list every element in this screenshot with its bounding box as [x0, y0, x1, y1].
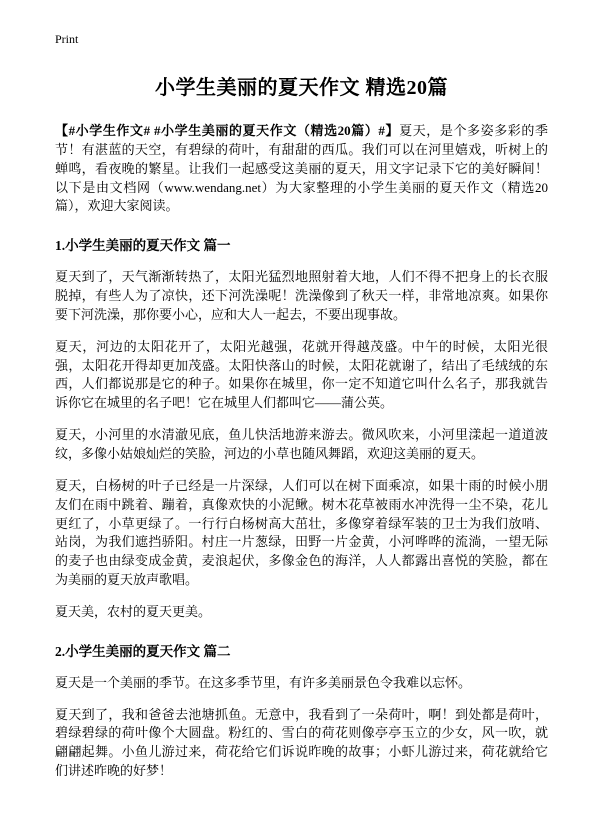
intro-paragraph	[55, 122, 548, 216]
section-heading: 1.小学生美丽的夏天作文 篇一	[55, 238, 231, 254]
page-title: 小学生美丽的夏天作文 精选20篇	[155, 77, 448, 99]
section-2	[55, 640, 548, 781]
paragraph: 夏天，河边的太阳花开了，太阳光越强，花就开得越茂盛。中午的时候，太阳光很强，太阳花开得却更加茂盛。太阳快落山的时候，太阳花就谢了，结出了毛绒绒的东西，人们都说那是它的种子。如果你在城里，你一定不知道它叫什么名子，那我就告诉你它在城里的名子吧！它在城里人们都叫它——蒲公英。	[55, 338, 548, 411]
section-heading: 2.小学生美丽的夏天作文 篇二	[55, 643, 231, 659]
paragraph: 夏天，白杨树的叶子已经是一片深绿，人们可以在树下面乘凉，如果十雨的时候小朋友们在雨中跳着、蹦着，真像欢快的小泥鳅。树木花草被雨水冲洗得一尘不染，花儿更红了，小草更绿了。一行行白杨树高大茁壮，多像穿着绿军装的卫士为我们放哨、站岗，为我们遮挡骄阳。村庄一片葱绿，田野一片金黄，小河哗哗的流淌，一望无际的麦子也由绿变成金黄，麦浪起伏，多像金色的海洋，人人都露出喜悦的笑脸，都在为美丽的夏天放声歌唱。	[55, 477, 548, 588]
paragraph: 夏天到了，天气渐渐转热了，太阳光猛烈地照射着大地，人们不得不把身上的长衣服脱掉，有些人为了凉快，还下河洗澡呢！洗澡像到了秋天一样，非常地凉爽。如果你要下河洗澡，那你要小心，应和大人一起去，不要出现事故。	[55, 269, 548, 322]
intro-tag-prefix: 【#小学生作文# #小学生美丽的夏天作文（精选20篇）#】	[55, 123, 400, 138]
paragraph: 夏天，小河里的水清澈见底，鱼儿快活地游来游去。微风吹来，小河里漾起一道道波纹，多像小姑娘灿烂的笑脸，河边的小草也随风舞蹈，欢迎这美丽的夏天。	[55, 427, 548, 461]
paragraph: 夏天美，农村的夏天更美。	[55, 603, 212, 619]
intro-text: 夏天，是个多姿多彩的季节！有湛蓝的天空，有碧绿的荷叶，有甜甜的西瓜。我们可以在河里嬉戏，听树上的蝉鸣，看夜晚的繁星。让我们一起感受这美丽的夏天，用文字记录下它的美好瞬间！以下是由文档网（www.wendang.net）为大家整理的小学生美丽的夏天作文（精选20篇），欢迎大家阅读。	[55, 123, 548, 214]
paragraph: 夏天到了，我和爸爸去池塘抓鱼。无意中，我看到了一朵荷叶，啊！到处都是荷叶，碧绿碧绿的荷叶像个大圆盘。粉红的、雪白的荷花则像亭亭玉立的少女，风一吹，就翩翩起舞。小鱼儿游过来，荷花给它们诉说昨晚的故事；小虾儿游过来，荷花就给它们讲述昨晚的好梦！	[55, 706, 548, 779]
paragraph: 夏天是一个美丽的季节。在这多季节里，有许多美丽景色令我难以忘怀。	[55, 674, 472, 690]
print-button[interactable]: Print	[55, 32, 79, 46]
section-1	[55, 234, 548, 622]
